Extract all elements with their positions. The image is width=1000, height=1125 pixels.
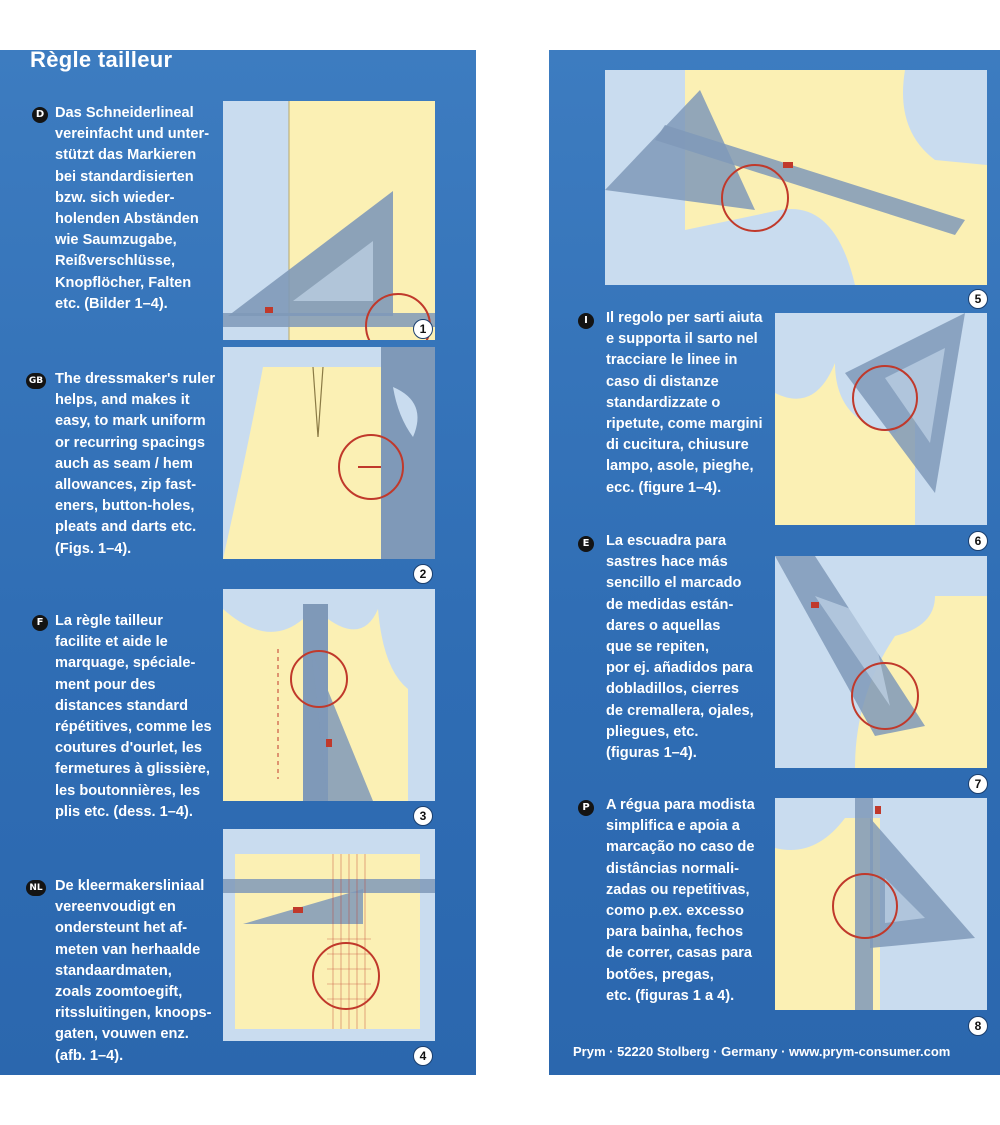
figure-number-5: 5 bbox=[968, 289, 988, 309]
language-badge-nl: NL bbox=[26, 880, 46, 896]
section-text-i: Il regolo per sarti aiuta e supporta il sarto nel tracciare le linee in caso di distanze standardizzate o ripetute, come margini di cucitura, chiusure lampo, asole, pieghe, ecc. (figure 1–4). bbox=[606, 310, 763, 496]
figure-number-4: 4 bbox=[413, 1046, 433, 1066]
figure-number-1: 1 bbox=[413, 319, 433, 339]
figure-7-illustration bbox=[775, 556, 987, 768]
section-text-e: La escuadra para sastres hace más sencillo el marcado de medidas están- dares o aquellas que se repiten, por ej. añadidos para dobladillos, cierres de cremallera, ojales, pliegues, etc. (figuras 1–4). bbox=[606, 533, 754, 762]
figure-4-illustration bbox=[223, 829, 435, 1041]
figure-number-3: 3 bbox=[413, 806, 433, 826]
language-badge-e: E bbox=[578, 536, 594, 552]
section-text-d: Das Schneiderlineal vereinfacht und unter- stützt das Markieren bei standardisierten bzw. sich wieder- holenden Abständen wie Saumzugabe, Reißverschlüsse, Knopflöcher, Falten etc. (Bilder 1–4). bbox=[55, 105, 210, 312]
right-panel bbox=[549, 50, 1000, 1075]
figure-1-illustration bbox=[223, 101, 435, 340]
language-badge-i: I bbox=[578, 313, 594, 329]
section-text-nl: De kleermakersliniaal vereenvoudigt en ondersteunt het af- meten van herhaalde standaardmaten, zoals zoomtoegift, ritssluitingen, knoops- gaten, vouwen enz. (afb. 1–4). bbox=[55, 878, 212, 1064]
figure-2-illustration bbox=[223, 347, 435, 559]
page-title: Règle tailleur bbox=[30, 47, 173, 72]
section-text-f: La règle tailleur facilite et aide le marquage, spéciale- ment pour des distances standard répétitives, comme les coutures d'ourlet, les fermetures à glissière, les boutonnières, les plis etc. (dess. 1–4). bbox=[55, 613, 212, 820]
figure-number-7: 7 bbox=[968, 774, 988, 794]
figure-number-6: 6 bbox=[968, 531, 988, 551]
language-badge-d: D bbox=[32, 107, 48, 123]
section-text-gb: The dressmaker's ruler helps, and makes it easy, to mark uniform or recurring spacings auch as seam / hem allowances, zip fast- eners, button-holes, pleats and darts etc. (Figs. 1–4). bbox=[55, 371, 216, 557]
left-panel bbox=[0, 47, 476, 1075]
language-badge-f: F bbox=[32, 615, 48, 631]
figure-number-8: 8 bbox=[968, 1016, 988, 1036]
language-badge-p: P bbox=[578, 800, 594, 816]
figure-6-illustration bbox=[775, 313, 987, 525]
figure-3-illustration bbox=[223, 589, 435, 801]
figure-8-illustration bbox=[775, 798, 987, 1010]
figure-number-2: 2 bbox=[413, 564, 433, 584]
figure-5-illustration bbox=[605, 70, 987, 285]
language-badge-gb: GB bbox=[26, 373, 46, 389]
footer-text: Prym · 52220 Stolberg · Germany · www.prym-consumer.com bbox=[573, 1044, 951, 1059]
section-text-p: A régua para modista simplifica e apoia a marcação no caso de distâncias normali- zadas ou repetitivas, como p.ex. excesso para bainha, fechos de correr, casas para botões, pregas, etc. (figuras 1 a 4). bbox=[606, 797, 755, 1004]
